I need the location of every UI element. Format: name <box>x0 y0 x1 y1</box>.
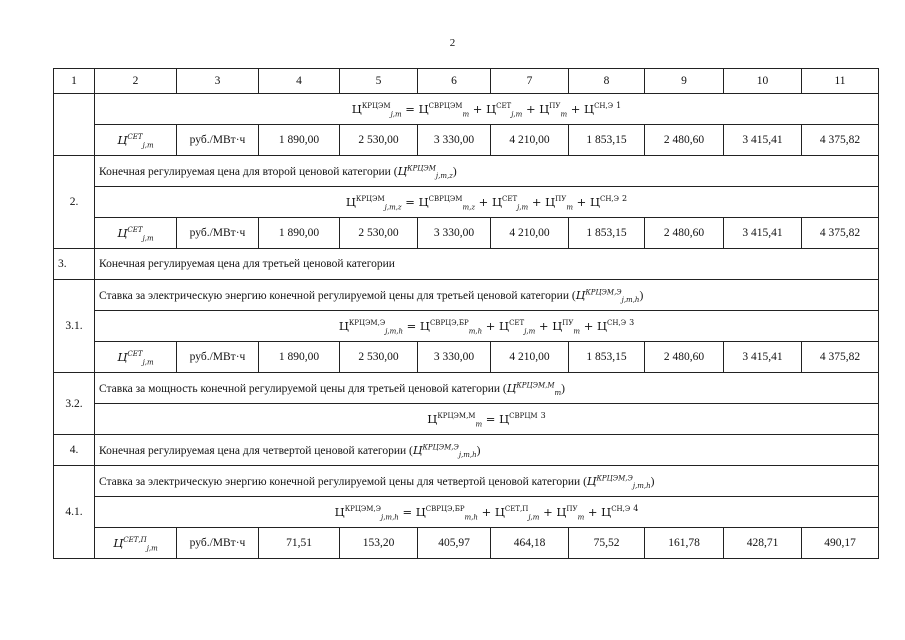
table-row <box>54 342 879 373</box>
section-number: 4. <box>54 435 95 466</box>
value-cell: 2 480,60 <box>645 218 724 249</box>
rate-symbol: $Ц^{СЕТ}_{j,m}$ <box>95 125 177 156</box>
value-cell: 4 375,82 <box>802 342 879 373</box>
header-cell: 10 <box>724 69 802 94</box>
unit-cell: руб./МВт·ч <box>177 218 259 249</box>
formula-row <box>54 187 879 218</box>
value-cell: 2 530,00 <box>340 218 418 249</box>
value-cell: 4 375,82 <box>802 218 879 249</box>
formula-third-category-capacity: $Ц^{КРЦЭМ,М}_m = Ц^{СВРЦМ}$ $^3$ <box>95 404 879 435</box>
header-cell: 4 <box>259 69 340 94</box>
rate-symbol: $Ц^{СЕТ}_{j,m}$ <box>95 218 177 249</box>
value-cell: 4 210,00 <box>491 342 569 373</box>
value-cell: 161,78 <box>645 528 724 559</box>
header-row <box>54 69 879 94</box>
section-title: Конечная регулируемая цена для третьей ценовой категории <box>95 249 879 280</box>
section-row <box>54 435 879 466</box>
header-cell: 9 <box>645 69 724 94</box>
header-cell: 8 <box>569 69 645 94</box>
section-number: 3.1. <box>54 280 95 373</box>
section-row <box>54 280 879 311</box>
table-row <box>54 218 879 249</box>
unit-cell: руб./МВт·ч <box>177 342 259 373</box>
header-cell: 11 <box>802 69 879 94</box>
header-cell: 3 <box>177 69 259 94</box>
section-row <box>54 156 879 187</box>
value-cell: 3 415,41 <box>724 125 802 156</box>
value-cell: 1 853,15 <box>569 218 645 249</box>
value-cell: 2 480,60 <box>645 342 724 373</box>
value-cell: 1 890,00 <box>259 342 340 373</box>
formula-row <box>54 94 879 125</box>
header-cell: 6 <box>418 69 491 94</box>
unit-cell: руб./МВт·ч <box>177 125 259 156</box>
value-cell: 153,20 <box>340 528 418 559</box>
section-row <box>54 373 879 404</box>
formula-second-category: $Ц^{КРЦЭМ}_{j,m,z} = Ц^{СВРЦЭМ}_{m,z} + Ц^{СЕТ}_{j,m} + Ц^{ПУ}_m + Ц^{СН,Э}$ $^2$ <box>95 187 879 218</box>
unit-cell: руб./МВт·ч <box>177 528 259 559</box>
value-cell: 405,97 <box>418 528 491 559</box>
section-number: 4.1. <box>54 466 95 559</box>
value-cell: 3 330,00 <box>418 125 491 156</box>
value-cell: 3 415,41 <box>724 218 802 249</box>
value-cell: 464,18 <box>491 528 569 559</box>
formula-row <box>54 497 879 528</box>
value-cell: 3 415,41 <box>724 342 802 373</box>
header-cell: 5 <box>340 69 418 94</box>
value-cell: 1 890,00 <box>259 125 340 156</box>
section-row <box>54 249 879 280</box>
formula-fourth-category-energy: $Ц^{КРЦЭМ,Э}_{j,m,h} = Ц^{СВРЦЭ,БР}_{m,h} + Ц^{СЕТ,П}_{j,m} + Ц^{ПУ}_m + Ц^{СН,Э}$ $^4$ <box>95 497 879 528</box>
value-cell: 1 890,00 <box>259 218 340 249</box>
table-row <box>54 528 879 559</box>
header-cell: 1 <box>54 69 95 94</box>
section-number: 2. <box>54 156 95 249</box>
value-cell: 2 480,60 <box>645 125 724 156</box>
value-cell: 3 330,00 <box>418 342 491 373</box>
section-title: Конечная регулируемая цена для второй ценовой категории $(Ц^{КРЦЭМ}_{j,m,z})$ <box>95 156 879 187</box>
section-title: Ставка за мощность конечной регулируемой цены для третьей ценовой категории $(Ц^{КРЦЭМ,М}_m)$ <box>95 373 879 404</box>
value-cell: 4 375,82 <box>802 125 879 156</box>
header-cell: 7 <box>491 69 569 94</box>
section-title: Ставка за электрическую энергию конечной регулируемой цены для четвертой ценовой категории $(Ц^{КРЦЭМ,Э}_{j,m,h})$ <box>95 466 879 497</box>
table-row <box>54 125 879 156</box>
formula-row <box>54 404 879 435</box>
value-cell: 4 210,00 <box>491 218 569 249</box>
formula-third-category-energy: $Ц^{КРЦЭМ,Э}_{j,m,h} = Ц^{СВРЦЭ,БР}_{m,h} + Ц^{СЕТ}_{j,m} + Ц^{ПУ}_m + Ц^{СН,Э}$ $^3$ <box>95 311 879 342</box>
value-cell: 1 853,15 <box>569 342 645 373</box>
value-cell: 2 530,00 <box>340 342 418 373</box>
value-cell: 428,71 <box>724 528 802 559</box>
header-cell: 2 <box>95 69 177 94</box>
value-cell: 1 853,15 <box>569 125 645 156</box>
section-title: Конечная регулируемая цена для четвертой ценовой категории $(Ц^{КРЦЭМ,Э}_{j,m,h})$ <box>95 435 879 466</box>
formula-first-category: $Ц^{КРЦЭМ}_{j,m} = Ц^{СВРЦЭМ}_m + Ц^{СЕТ}_{j,m} + Ц^{ПУ}_m + Ц^{СН,Э}$ $^1$ <box>95 94 879 125</box>
value-cell: 2 530,00 <box>340 125 418 156</box>
value-cell: 4 210,00 <box>491 125 569 156</box>
value-cell: 3 330,00 <box>418 218 491 249</box>
value-cell: 75,52 <box>569 528 645 559</box>
value-cell: 71,51 <box>259 528 340 559</box>
section-title: Ставка за электрическую энергию конечной регулируемой цены для третьей ценовой категории $(Ц^{КРЦЭМ,Э}_{j,m,h})$ <box>95 280 879 311</box>
section-number: 3.2. <box>54 373 95 435</box>
tariff-table <box>53 68 879 559</box>
page-number: 2 <box>449 37 456 49</box>
section-row <box>54 466 879 497</box>
formula-row <box>54 311 879 342</box>
value-cell: 490,17 <box>802 528 879 559</box>
section-number: 3. <box>54 249 95 280</box>
rate-symbol: $Ц^{СЕТ,П}_{j,m}$ <box>95 528 177 559</box>
rate-symbol: $Ц^{СЕТ}_{j,m}$ <box>95 342 177 373</box>
